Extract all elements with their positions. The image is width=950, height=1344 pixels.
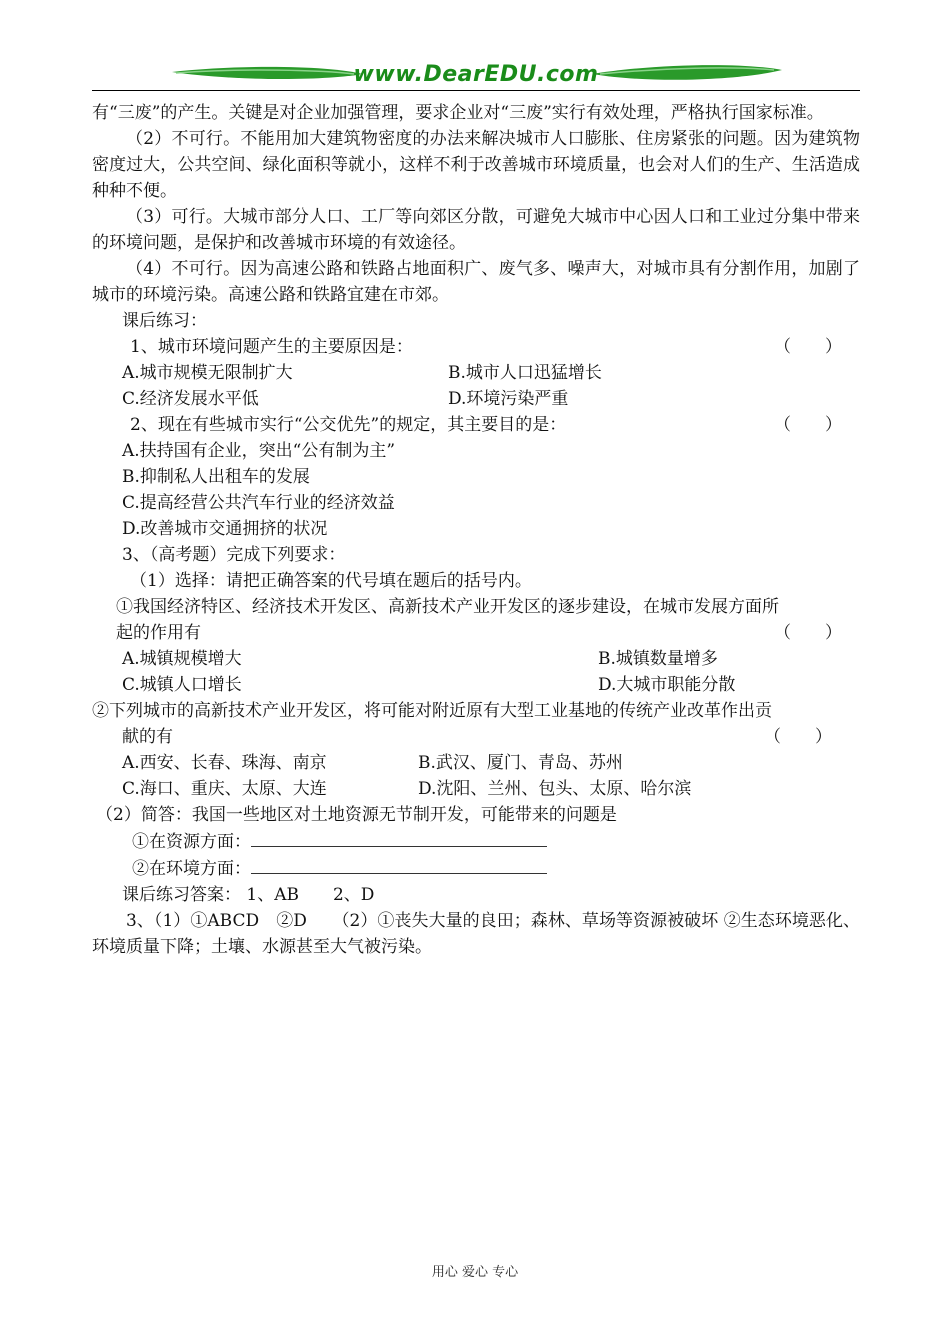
page-header bbox=[92, 58, 860, 94]
question-1-option-d: D.环境污染严重 bbox=[448, 389, 569, 409]
question-2-text: 2、现在有些城市实行“公交优先”的规定，其主要目的是： bbox=[130, 415, 567, 435]
question-1-options-row-2 bbox=[92, 386, 860, 412]
question-1-answer-bracket: （ ） bbox=[774, 337, 842, 357]
question-3-sub-1-options-row-1 bbox=[92, 646, 860, 672]
question-3-sub-1-option-b: B.城镇数量增多 bbox=[598, 649, 718, 669]
header-divider bbox=[92, 90, 860, 91]
question-1-option-c: C.经济发展水平低 bbox=[122, 389, 259, 409]
question-2-option-b: B.抑制私人出租车的发展 bbox=[122, 467, 310, 487]
question-3-sub-1-line-1: ①我国经济特区、经济技术开发区、高新技术产业开发区的逐步建设，在城市发展方面所 bbox=[116, 597, 779, 617]
paragraph-point-3: （3）可行。大城市部分人口、工厂等向郊区分散，可避免大城市中心因人口和工业过分集中带来的环境问题，是保护和改善城市环境的有效途径。 bbox=[92, 207, 860, 253]
answers-line-2: 3、（1）①ABCD ②D （2）①丧失大量的良田；森林、草场等资源被破坏 ②生态环境恶化、环境质量下降；土壤、水源甚至大气被污染。 bbox=[92, 911, 860, 957]
question-3-sub-2-option-d: D.沈阳、兰州、包头、太原、哈尔滨 bbox=[418, 779, 692, 799]
site-logo-text[interactable]: www.DearEDU.com bbox=[353, 62, 599, 87]
question-2-answer-bracket: （ ） bbox=[774, 415, 842, 435]
question-3-sub-1-option-c: C.城镇人口增长 bbox=[122, 675, 242, 695]
question-1-stem bbox=[92, 334, 860, 360]
question-3-sub-1-option-d: D.大城市职能分散 bbox=[598, 675, 736, 695]
page-footer: 用心 爱心 专心 bbox=[431, 1265, 519, 1280]
environment-answer-blank[interactable] bbox=[251, 855, 547, 874]
question-3-sub-1-answer-bracket: （ ） bbox=[774, 623, 842, 643]
environment-answer-line bbox=[92, 855, 860, 882]
question-2-option-c: C.提高经营公共汽车行业的经济效益 bbox=[122, 493, 395, 513]
question-3-sub-1-options-row-2 bbox=[92, 672, 860, 698]
document-body bbox=[92, 100, 860, 960]
resource-answer-line bbox=[92, 828, 860, 855]
question-3-sub-2-answer-bracket: （ ） bbox=[764, 727, 832, 747]
question-3-sub-2-option-c: C.海口、重庆、太原、大连 bbox=[122, 779, 327, 799]
question-3-sub-2-line-1: ②下列城市的高新技术产业开发区，将可能对附近原有大型工业基地的传统产业改革作出贡 bbox=[92, 701, 772, 721]
resource-answer-blank[interactable] bbox=[251, 828, 547, 847]
question-2-stem bbox=[92, 412, 860, 438]
paragraph-point-2: （2）不可行。不能用加大建筑物密度的办法来解决城市人口膨胀、住房紧张的问题。因为建筑物密度过大，公共空间、绿化面积等就小，这样不利于改善城市环境质量，也会对人们的生产、生活造成种种不便。 bbox=[92, 129, 860, 201]
question-2-option-d: D.改善城市交通拥挤的状况 bbox=[122, 519, 328, 539]
question-3-sub-1-text: 起的作用有 bbox=[116, 623, 201, 643]
question-3-stem: 3、（高考题）完成下列要求： bbox=[122, 545, 346, 565]
question-3-sub-2-options-row-2 bbox=[92, 776, 860, 802]
question-1-option-b: B.城市人口迅猛增长 bbox=[448, 363, 602, 383]
paragraph-point-4: （4）不可行。因为高速公路和铁路占地面积广、废气多、噪声大，对城市具有分割作用，加剧了城市的环境污染。高速公路和铁路宜建在市郊。 bbox=[92, 259, 860, 305]
question-1-text: 1、城市环境问题产生的主要原因是： bbox=[130, 337, 413, 357]
question-3-sub-2-options-row-1 bbox=[92, 750, 860, 776]
question-3-sub-1-line-2 bbox=[92, 620, 860, 646]
question-3-sub-2-option-b: B.武汉、厦门、青岛、苏州 bbox=[418, 753, 623, 773]
exercise-title: 课后练习： bbox=[122, 311, 207, 331]
question-3-sub-2-line-2 bbox=[92, 724, 860, 750]
question-3-sub-2-option-a: A.西安、长春、珠海、南京 bbox=[122, 753, 327, 773]
resource-label: ①在资源方面： bbox=[132, 832, 251, 852]
answers-line-1: 课后练习答案： 1、AB 2、D bbox=[122, 885, 375, 905]
question-3-sub-1-option-a: A.城镇规模增大 bbox=[122, 649, 242, 669]
question-3-part-1: （1）选择：请把正确答案的代号填在题后的括号内。 bbox=[130, 571, 532, 591]
environment-label: ②在环境方面： bbox=[132, 859, 251, 879]
question-2-option-a: A.扶持国有企业，突出“公有制为主” bbox=[122, 441, 396, 461]
paragraph-continuation: 有“三废”的产生。关键是对企业加强管理，要求企业对“三废”实行有效处理，严格执行国家标准。 bbox=[92, 103, 824, 123]
question-1-option-a: A.城市规模无限制扩大 bbox=[122, 363, 293, 383]
question-3-sub-2-text: 献的有 bbox=[122, 727, 173, 747]
question-3-part-2: （2）简答：我国一些地区对土地资源无节制开发，可能带来的问题是 bbox=[96, 805, 617, 825]
question-1-options-row-1 bbox=[92, 360, 860, 386]
